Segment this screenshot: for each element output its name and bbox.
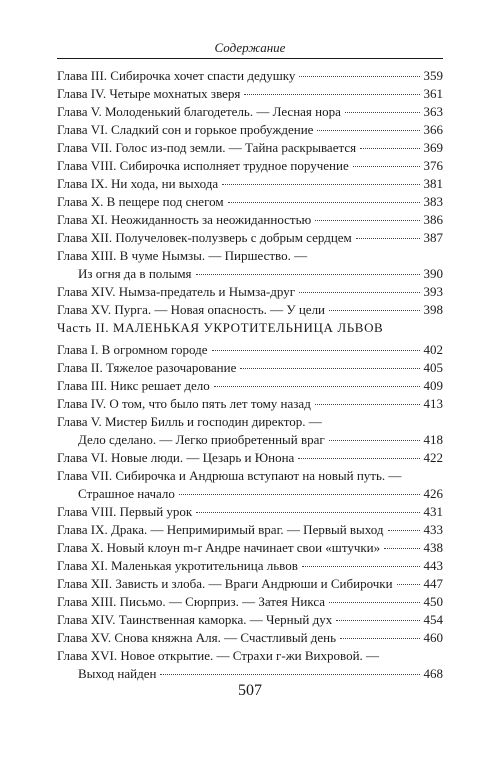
toc-entry (57, 593, 443, 611)
toc-entry-page: 390 (423, 266, 443, 281)
dot-leader (315, 220, 419, 221)
toc-entry (57, 103, 443, 121)
toc-entry-title: Глава X. Новый клоун m-r Андре начинает свои «штучки» (57, 540, 381, 555)
toc-entry-title: Глава IX. Драка. — Непримиримый враг. — Первый выход (57, 522, 384, 537)
toc-entry-page: 359 (423, 68, 443, 83)
toc-entry-page: 369 (423, 140, 443, 155)
dot-leader (397, 584, 420, 585)
toc-entry-title: Глава XI. Маленькая укротительница львов (57, 558, 298, 573)
toc-entry-title-line: Глава VII. Сибирочка и Андрюша вступают на новый путь. — (57, 468, 402, 483)
toc-entry-page: 426 (423, 486, 443, 501)
toc-entry (57, 449, 443, 467)
toc-entry-page: 431 (423, 504, 443, 519)
toc-entry-page: 433 (423, 522, 443, 537)
toc-entry (57, 283, 443, 301)
toc-entry (57, 539, 443, 557)
toc-entry-title-line: Глава XVI. Новое открытие. — Страхи г-жи Вихровой. — (57, 648, 380, 663)
toc-entry-title: Глава XIV. Нымза-предатель и Нымза-друг (57, 284, 296, 299)
toc-entry (57, 139, 443, 157)
dot-leader (298, 458, 419, 459)
toc-entry-title: Глава XIII. Письмо. — Сюрприз. — Затея Никса (57, 594, 326, 609)
toc-entry-title: Из огня да в полымя (78, 266, 192, 281)
toc-entry-title: Дело сделано. — Легко приобретенный враг (78, 432, 325, 447)
dot-leader (299, 76, 419, 77)
toc-entry-page: 409 (423, 378, 443, 393)
toc-entry-page: 361 (423, 86, 443, 101)
toc-entry-title: Глава IV. Четыре мохнатых зверя (57, 86, 241, 101)
toc-entry (57, 557, 443, 575)
toc-entry-title: Глава I. В огромном городе (57, 342, 208, 357)
toc-entry (57, 211, 443, 229)
dot-leader (222, 184, 419, 185)
toc-entry (57, 647, 443, 683)
dot-leader (384, 548, 419, 549)
toc-entry-page: 381 (423, 176, 443, 191)
toc-entry-title: Глава XII. Зависть и злоба. — Враги Андрюши и Сибирочки (57, 576, 393, 591)
dot-leader (212, 350, 420, 351)
toc-entry (57, 611, 443, 629)
dot-leader (360, 148, 419, 149)
toc-entry (57, 121, 443, 139)
toc-entry-title-line: Глава V. Мистер Билль и господин директор. — (57, 414, 322, 429)
dot-leader (299, 292, 419, 293)
toc-entry-page: 438 (423, 540, 443, 555)
toc-entry-page: 447 (423, 576, 443, 591)
toc-entry-title: Страшное начало (78, 486, 175, 501)
toc-entry-title: Глава V. Молоденький благодетель. — Лесная нора (57, 104, 341, 119)
toc-entry (57, 301, 443, 319)
toc-entry-title: Глава III. Никс решает дело (57, 378, 210, 393)
toc-entry-page: 393 (423, 284, 443, 299)
toc-entry-page: 418 (423, 432, 443, 447)
dot-leader (336, 620, 419, 621)
dot-leader (329, 602, 419, 603)
toc-entry-page: 454 (423, 612, 443, 627)
toc-entry-title: Глава III. Сибирочка хочет спасти дедушку (57, 68, 296, 83)
toc-entry-title: Глава II. Тяжелое разочарование (57, 360, 237, 375)
toc-entry (57, 521, 443, 539)
toc-entry-page: 402 (423, 342, 443, 357)
toc-entry-page: 366 (423, 122, 443, 137)
dot-leader (353, 166, 420, 167)
toc-part-2 (57, 319, 443, 683)
toc-entry-title: Глава IX. Ни хода, ни выхода (57, 176, 219, 191)
dot-leader (329, 440, 420, 441)
toc-entry-title: Выход найден (78, 666, 157, 681)
toc-entry-title: Глава X. В пещере под снегом (57, 194, 224, 209)
toc-entry (57, 503, 443, 521)
dot-leader (340, 638, 419, 639)
toc-entry-title: Глава XI. Неожиданность за неожиданностью (57, 212, 312, 227)
toc-entry (57, 413, 443, 449)
toc-entry-title: Глава XII. Получеловек-полузверь с добрым сердцем (57, 230, 352, 245)
toc-entry-page: 443 (423, 558, 443, 573)
toc-entry-page: 450 (423, 594, 443, 609)
toc-entry (57, 575, 443, 593)
toc-entry-page: 405 (423, 360, 443, 375)
toc-entry-page: 383 (423, 194, 443, 209)
toc-entry-title: Глава VII. Голос из-под земли. — Тайна раскрывается (57, 140, 357, 155)
toc-entry (57, 229, 443, 247)
dot-leader (214, 386, 420, 387)
toc-entry-title: Глава VIII. Первый урок (57, 504, 193, 519)
toc-entry (57, 157, 443, 175)
header-rule (57, 58, 443, 59)
toc-entry-title: Глава XV. Снова княжна Аля. — Счастливый день (57, 630, 337, 645)
part-title: Часть II. МАЛЕНЬКАЯ УКРОТИТЕЛЬНИЦА ЛЬВОВ (57, 320, 384, 335)
dot-leader (356, 238, 420, 239)
toc-entry (57, 67, 443, 85)
running-head: Содержание (214, 40, 286, 55)
dot-leader (244, 94, 419, 95)
toc-entry (57, 359, 443, 377)
toc-entry (57, 377, 443, 395)
toc-entry-page: 386 (423, 212, 443, 227)
dot-leader (317, 130, 419, 131)
toc-entry (57, 85, 443, 103)
toc-entry-page: 387 (423, 230, 443, 245)
toc-entry (57, 341, 443, 359)
dot-leader (315, 404, 420, 405)
toc-entry (57, 629, 443, 647)
dot-leader (329, 310, 419, 311)
toc-entry-title: Глава VIII. Сибирочка исполняет трудное поручение (57, 158, 349, 173)
toc-entry-page: 363 (423, 104, 443, 119)
dot-leader (240, 368, 419, 369)
toc-entry (57, 395, 443, 413)
toc-part-2-entries (57, 341, 443, 683)
toc-entry (57, 193, 443, 211)
toc-entry (57, 467, 443, 503)
toc-entry-page: 422 (423, 450, 443, 465)
toc-entry-title: Глава XIV. Таинственная каморка. — Черный дух (57, 612, 333, 627)
toc-entry-title: Глава VI. Сладкий сон и горькое пробуждение (57, 122, 314, 137)
toc-entry-page: 460 (423, 630, 443, 645)
dot-leader (179, 494, 420, 495)
dot-leader (228, 202, 420, 203)
dot-leader (160, 674, 419, 675)
toc-entry-page: 413 (423, 396, 443, 411)
dot-leader (196, 274, 420, 275)
toc-entry-page: 376 (423, 158, 443, 173)
toc-entry-page: 468 (423, 666, 443, 681)
toc-entry-title: Глава VI. Новые люди. — Цезарь и Юнона (57, 450, 295, 465)
toc-entry-title: Глава XV. Пурга. — Новая опасность. — У цели (57, 302, 326, 317)
dot-leader (196, 512, 419, 513)
toc-entry-title: Глава IV. О том, что было пять лет тому назад (57, 396, 311, 411)
dot-leader (302, 566, 420, 567)
dot-leader (345, 112, 420, 113)
page-number: 507 (238, 682, 262, 699)
toc-part-1 (57, 67, 443, 319)
dot-leader (388, 530, 420, 531)
toc-entry-title-line: Глава XIII. В чуме Нымзы. — Пиршество. — (57, 248, 308, 263)
toc-entry (57, 175, 443, 193)
toc-entry (57, 247, 443, 283)
toc-entry-page: 398 (423, 302, 443, 317)
